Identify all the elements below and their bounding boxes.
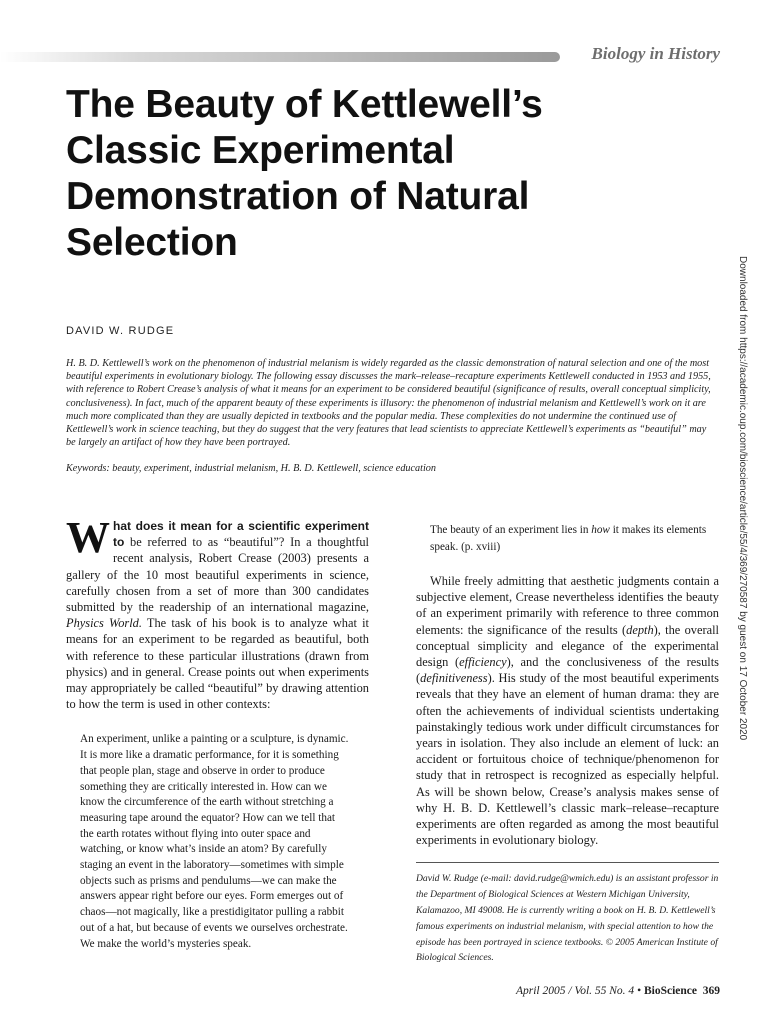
body-text: While freely admitting that aesthetic judgments contain a subjective element, Crease nevertheless identifies the beauty of an experiment primarily with reference to three common elements: the significance of the results ( (416, 574, 719, 637)
intro-paragraph (66, 513, 369, 712)
footer-separator: • (634, 985, 644, 997)
right-column (416, 518, 719, 966)
abstract: H. B. D. Kettlewell’s work on the phenomenon of industrial melanism is widely regarded as the classic demonstration of natural selection and one of the most beautiful experiments in evolutionary biology. The following essay discusses the mark–release–recapture experiments Kettlewell conducted in 1953 and 1955, with reference to Robert Crease’s analysis of what it means for an experiment to be considered beautiful (significance of results, overall conceptual simplicity, conclusiveness). In fact, much of the apparent beauty of these experiments is illusory: the phenomenon of industrial melanism and Kettlewell’s work on it are much more complicated than they are usually depicted in textbooks and the popular media. These complexities do not undermine the continued use of Kettlewell’s work in science teaching, but they do suggest that the very features that lead scientists to appreciate Kettlewell’s experiments as “beautiful” may be largely an artifact of how they have been portrayed. (66, 358, 711, 449)
body-text: ), and the conclusiveness of the results ( (416, 655, 719, 686)
quote-continuation (430, 522, 710, 555)
term-efficiency: efficiency (459, 655, 507, 670)
article-title: The Beauty of Kettlewell’s Classic Experimental Demonstration of Natural Selection (66, 83, 543, 264)
drop-cap: W (66, 513, 110, 562)
journal-name: BioScience (643, 985, 697, 997)
download-notice: Downloaded from https://academic.oup.com/bioscience/article/55/4/369/270587 by guest on 17 October 2020 (737, 256, 748, 741)
header-gradient-bar (0, 52, 560, 62)
body-paragraph (416, 573, 719, 848)
term-depth: depth (626, 622, 654, 637)
bio-divider (416, 862, 719, 863)
quote-emphasis: how (591, 524, 610, 536)
magazine-name: Physics World. (66, 616, 142, 631)
term-definitiveness: definitiveness (420, 671, 488, 686)
quote-text-end: it makes its elements speak. (p. xviii) (430, 524, 707, 553)
intro-text: be referred to as “beautiful”? In a thoughtful recent analysis, Robert Crease (2003) presents a gallery of the 10 most beautiful experiments in science, carefully chosen from a set of more than 300 candidates submitted by the readership of an international magazine, (66, 535, 369, 615)
author-bio: David W. Rudge (e-mail: david.rudge@wmich.edu) is an assistant professor in the Department of Biological Sciences at Western Michigan University, Kalamazoo, MI 49008. He is currently writing a book on H. B. D. Kettlewell’s famous experiments on industrial melanism, with special attention to how the episode has been portrayed in science textbooks. © 2005 American Institute of Biological Sciences. (416, 873, 719, 964)
issue-info: April 2005 / Vol. 55 No. 4 (515, 985, 635, 997)
body-text: ), the overall conceptual simplicity and elegance of the experimental design ( (416, 622, 719, 670)
left-column (66, 513, 369, 952)
quote-text: The beauty of an experiment lies in (430, 524, 592, 536)
body-text: ). His study of the most beautiful experiments reveals that they have an element of human drama: they are often the achievements of individual scientists undertaking painstakingly tedious work under difficult circumstances for years in isolation. They also include an element of luck: an accident or fortuitous choice of technique/phenomenon for study that in retrospect is recognized as especially helpful. As will be shown below, Crease’s analysis makes sense of why H. B. D. Kettlewell’s classic mark–release–recapture experiments are often regarded as among the most beautiful experiments in evolutionary biology. (416, 671, 719, 848)
intro-text-end: The task of his book is to analyze what it means for an experiment to be regarded as beautiful, both with reference to these particular illustrations (drawn from physics) and in general. Crease points out when experiments may appropriately be called “beautiful” by drawing attention to how the term is used in other contexts: (66, 616, 369, 712)
lead-in-text: hat does it mean for a scientific experiment to (113, 519, 369, 550)
page-footer (516, 985, 720, 997)
block-quote: An experiment, unlike a painting or a sculpture, is dynamic. It is more like a dramatic performance, for it is something that people plan, stage and observe in order to produce something they are critically interested in. How can we know the circumference of the earth without stretching a measuring tape around the equator? How can we tell that the earth rotates without flying into outer space and watching, or know what’s inside an atom? By carefully staging an event in the laboratory—sometimes with simple objects such as prisms and pendulums—we can make the answers appear right before our eyes. Form emerges out of chaos—not magically, like a prestidigitator pulling a rabbit out of a hat, but because of events we ourselves orchestrate. We make the world’s mysteries speak. (80, 733, 349, 950)
page-number: 369 (702, 985, 720, 997)
keywords: Keywords: beauty, experiment, industrial melanism, H. B. D. Kettlewell, science education (66, 463, 436, 474)
author-name: DAVID W. RUDGE (66, 325, 175, 337)
section-tag: Biology in History (591, 44, 720, 63)
